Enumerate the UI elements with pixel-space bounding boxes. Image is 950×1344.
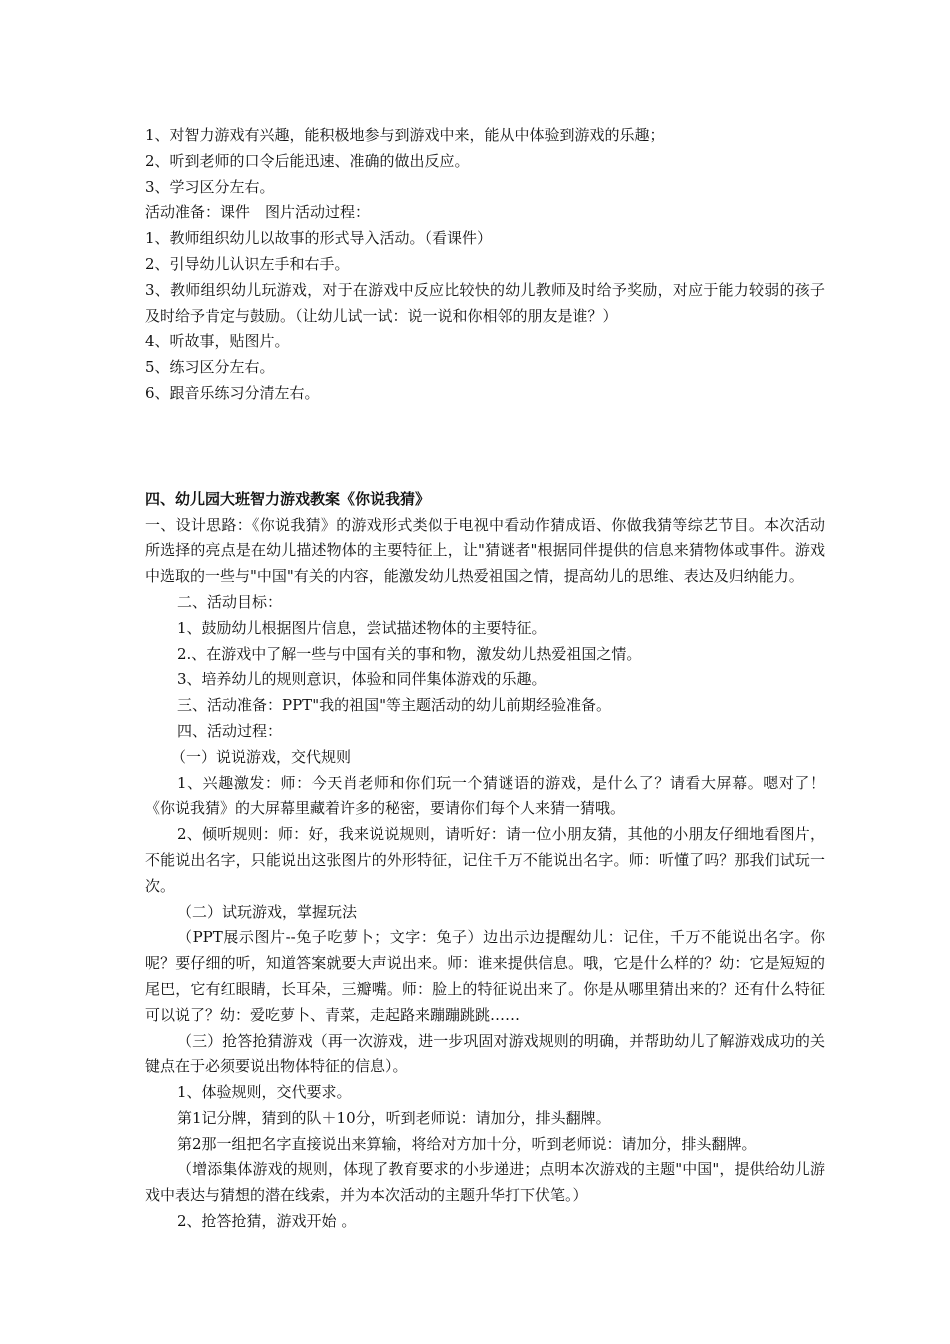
paragraph: 4、听故事，贴图片。 [145,332,290,351]
paragraph: 1、鼓励幼儿根据图片信息，尝试描述物体的主要特征。 [177,618,547,637]
paragraph: （增添集体游戏的规则，体现了教育要求的小步递进；点明本次游戏的主题"中国"，提供给幼儿游戏中表达与猜想的潜在线索，并为本次活动的主题升华打下伏笔。） [145,1160,825,1205]
paragraph: 2、听到老师的口令后能迅速、准确的做出反应。 [145,151,470,170]
paragraph: 2.、在游戏中了解一些与中国有关的事和物，激发幼儿热爱祖国之情。 [177,644,642,663]
paragraph: （PPT展示图片--兔子吃萝卜；文字：兔子）边出示边提醒幼儿：记住，千万不能说出名字。你呢？要仔细的听，知道答案就要大声说出来。师：谁来提供信息。哦，它是什么样的？幼：它是短短的尾巴，它有红眼睛，长耳朵，三瓣嘴。师：脸上的特征说出来了。你是从哪里猜出来的？还有什么特征可以说了？幼：爱吃萝卜、青菜，走起路来蹦蹦跳跳…… [145,928,825,1024]
paragraph: 第1记分牌，猜到的队＋10分，听到老师说：请加分，排头翻牌。 [177,1108,611,1127]
paragraph: 第2那一组把名字直接说出来算输，将给对方加十分，听到老师说：请加分，排头翻牌。 [177,1134,757,1153]
paragraph: 活动准备：课件 图片活动过程： [145,203,371,222]
paragraph: 1、兴趣激发：师：今天肖老师和你们玩一个猜谜语的游戏，是什么了？请看大屏幕。嗯对了！《你说我猜》的大屏幕里藏着许多的秘密，要请你们每个人来猜一猜哦。 [145,773,825,818]
section-spacer [145,407,825,487]
paragraph: （一）说说游戏，交代规则 [171,747,352,766]
paragraph: 3、培养幼儿的规则意识，体验和同伴集体游戏的乐趣。 [177,670,547,689]
paragraph: （二）试玩游戏，掌握玩法 [177,902,358,921]
paragraph: 二、活动目标： [177,592,283,611]
paragraph: 1、教师组织幼儿以故事的形式导入活动。（看课件） [145,229,493,248]
paragraph: 3、教师组织幼儿玩游戏，对于在游戏中反应比较快的幼儿教师及时给予奖励，对应于能力较弱的孩子及时给予肯定与鼓励。（让幼儿试一试：说一说和你相邻的朋友是谁？） [145,280,825,325]
paragraph: 2、倾听规则：师：好，我来说说规则，请听好：请一位小朋友猜，其他的小朋友仔细地看图片，不能说出名字，只能说出这张图片的外形特征，记住千万不能说出名字。师：听懂了吗？那我们试玩一次。 [145,825,825,895]
paragraph: 1、对智力游戏有兴趣，能积极地参与到游戏中来，能从中体验到游戏的乐趣； [145,126,665,144]
paragraph: 5、练习区分左右。 [145,358,275,377]
paragraph: 四、活动过程： [177,721,283,740]
paragraph: （三）抢答抢猜游戏（再一次游戏，进一步巩固对游戏规则的明确，并帮助幼儿了解游戏成功的关键点在于必须要说出物体特征的信息）。 [145,1031,825,1076]
document-page [145,123,825,1235]
paragraph: 一、设计思路：《你说我猜》的游戏形式类似于电视中看动作猜成语、你做我猜等综艺节目。本次活动所选择的亮点是在幼儿描述物体的主要特征上，让"猜谜者"根据同伴提供的信息来猜物体或事件。游戏中选取的一些与"中国"有关的内容，能激发幼儿热爱祖国之情，提高幼儿的思维、表达及归纳能力。 [145,515,825,586]
paragraph: 3、学习区分左右。 [145,177,275,196]
paragraph: 6、跟音乐练习分清左右。 [145,383,320,402]
paragraph: 2、引导幼儿认识左手和右手。 [145,254,350,273]
paragraph: 1、体验规则，交代要求。 [177,1083,352,1102]
paragraph: 三、活动准备：PPT"我的祖国"等主题活动的幼儿前期经验准备。 [177,696,611,715]
section-title: 四、幼儿园大班智力游戏教案《你说我猜》 [145,489,431,508]
paragraph: 2、抢答抢猜，游戏开始 。 [177,1212,357,1231]
